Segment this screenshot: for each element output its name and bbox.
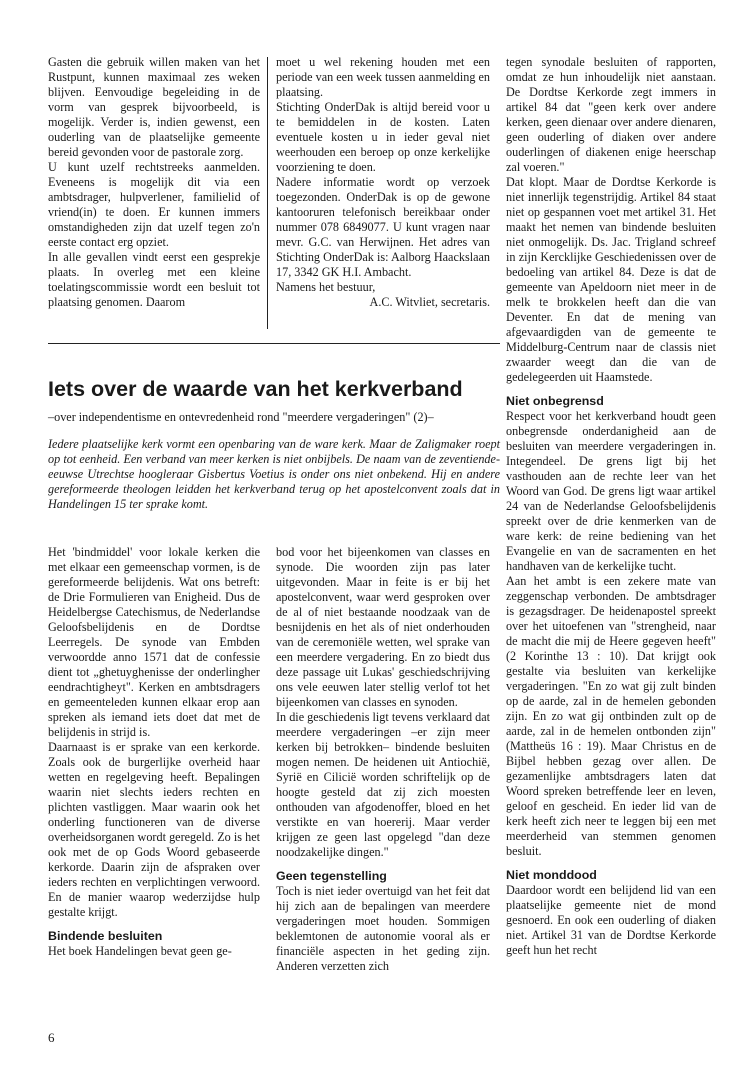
paragraph: tegen synodale besluiten of rapporten, omdat ze hun inhoudelijk niet aanstaan. De Dordtse Kerkorde zegt immers in artikel 84 dat "geen kerk over andere kerken, geen dienaar over andere dienaren, geen ouderling of diaken over andere ouderlingen of diakenen enige heerschap zal voeren." xyxy=(506,55,716,174)
heading-niet-onbegrensd: Niet onbegrensd xyxy=(506,394,604,408)
article-column-2 xyxy=(276,545,490,974)
paragraph: Aan het ambt is een zekere mate van zeggenschap verbonden. De ambtsdrager is gezagsdrager. De heidenapostel spreekt over het uitoefenen van "strengheid, naar de macht die mij de Heere gegeven heeft" (2 Korinthe 13 : 10). Dat krijgt ook gestalte via besluiten van kerkelijke vergaderingen. "En zo wat gij zult binden op de aarde, zal in de hemelen gebonden zijn. En zo wat gij ontbinden zult op de aarde, zal in de hemelen ontbonden zijn" (Mattheüs 16 : 19). Maar Christus en de Bijbel hebben gezag over allen. De gezamenlijke ambtsdragers laten dat Woord spreken betreffende leer en leven, geloof en gescheid. En ieder lid van de kerk heeft zich neer te leggen bij een met meerderheid van stemmen genomen besluit. xyxy=(506,574,716,858)
article-intro xyxy=(48,437,500,512)
paragraph: Het boek Handelingen bevat geen ge- xyxy=(48,944,232,958)
signature: A.C. Witvliet, secretaris. xyxy=(369,295,490,309)
intro-text: Iedere plaatselijke kerk vormt een openbaring van de ware kerk. Maar de Zaligmaker roept op tot eenheid. Een verband van meer kerken is niet onbijbels. De naam van de zeventiende-eeuwse Utrechtse hoogleraar Gisbertus Voetius is onder ons niet onbekend. Hij en andere gereformeerde theologen leidden het kerkverband terug op het apostelconvent zoals dat in Handelingen 15 ter sprake komt. xyxy=(48,437,500,511)
paragraph: Respect voor het kerkverband houdt geen onbegrensde onderdanigheid aan de besluiten van meerdere vergaderingen in. Integendeel. De grens ligt bij het vasthouden aan de rechte leer van het Woord van God. De grens ligt waar artikel 24 van de Nederlandse Geloofsbelijdenis spreekt over de drie kenmerken van de ware kerk: de reine bediening van het Evangelie en van de sacramenten en het handhaven van de kerkelijke tucht. xyxy=(506,409,716,573)
paragraph: moet u wel rekening houden met een periode van een week tussen aanmelding en plaatsing. xyxy=(276,55,490,99)
article-subtitle: –over independentisme en ontevredenheid rond "meerdere vergaderingen" (2)– xyxy=(48,410,434,424)
paragraph: Gasten die gebruik willen maken van het Rustpunt, kunnen maximaal zes weken blijven. Eenvoudige begeleiding in de vorm van gesprek bijvoorbeeld, is mogelijk. Verder is, indien gewenst, een ouderling van de plaatselijke gemeente bereid gevonden voor de pastorale zorg. xyxy=(48,55,260,159)
article-column-1 xyxy=(48,545,260,959)
article-title: Iets over de waarde van het kerkverband xyxy=(48,377,463,401)
paragraph: Daarnaast is er sprake van een kerkorde. Zoals ook de burgerlijke overheid haar wetten en regelgeving heeft. Bepalingen waarin niet slechts ieders rechten en plichten vastliggen. Maar waarin ook het onderling functioneren van de diverse overheidsorganen wordt geregeld. Zo is het ook met de op Gods Woord gebaseerde kerkorde. Daarin zijn de afspraken over ieders rechten en verplichtingen verwoord. En de manier waarop wederzijdse hulp gestalte krijgt. xyxy=(48,740,260,919)
section-rule xyxy=(48,343,500,344)
column-divider xyxy=(267,57,268,329)
paragraph: In die geschiedenis ligt tevens verklaard dat meerdere vergaderingen –er zijn meer kerken bij betrokken– bindende besluiten mogen nemen. De heidenen uit Antiochië, Syrië en Cilicië worden schriftelijk op de hoogte gesteld dat zij zich moesten onthouden van afgodenoffer, bloed en het verstikte en van hoererij. Maar verder krijgen ze geen last opgelegd "dan deze noodzakelijke dingen." xyxy=(276,710,490,859)
heading-geen-tegenstelling: Geen tegenstelling xyxy=(276,869,387,883)
paragraph: Daardoor wordt een belijdend lid van een plaatselijke gemeente niet de mond gesnoerd. En ook een ouderling of diaken niet. Artikel 31 van de Dordtse Kerkorde geeft hun het recht xyxy=(506,883,716,957)
paragraph: Dat klopt. Maar de Dordtse Kerkorde is niet innerlijk tegenstrijdig. Artikel 84 staat niet op gespannen voet met artikel 31. Het maakt het nemen van bindende besluiten niet onmogelijk. Ds. Jac. Trigland schreef in zijn Kercklijke Geschiedenissen over de bedoeling van artikel 84. Deze is dat de gemeente van Apeldoorn niet meer in de melk te brokkelen heeft dan die van Deventer. En dat de mening van afgevaardigden van de gemeente te Middelburg-Centrum naar de classis niet zwaarder weegt dan die van de gedelegeerden uit Haamstede. xyxy=(506,175,716,384)
paragraph: Namens het bestuur, xyxy=(276,280,376,294)
heading-niet-monddood: Niet monddood xyxy=(506,868,597,882)
paragraph: Toch is niet ieder overtuigd van het feit dat hij zich aan de bepalingen van meerdere vergaderingen moet houden. Sommigen beklemtonen de autonomie vooral als er financiële aspecten in het geding zijn. Anderen verzetten zich xyxy=(276,884,490,973)
paragraph: Nadere informatie wordt op verzoek toegezonden. OnderDak is op de gewone kantooruren telefonisch bereikbaar onder nummer 078 6849077. U kunt vragen naar mevr. G.C. van Herwijnen. Het adres van Stichting OnderDak is: Aalborg Haackslaan 17, 3342 GK H.I. Ambacht. xyxy=(276,175,490,279)
top-column-2 xyxy=(276,55,490,310)
article-column-3 xyxy=(506,55,716,958)
paragraph: Stichting OnderDak is altijd bereid voor u te bemiddelen in de kosten. Laten eventuele kosten u in ieder geval niet weerhouden een beroep op onze kerkelijke voorziening te doen. xyxy=(276,100,490,174)
paragraph: In alle gevallen vindt eerst een gesprekje plaats. In overleg met een kleine toelatingscommissie wordt een besluit tot plaatsing genomen. Daarom xyxy=(48,250,260,309)
paragraph: U kunt uzelf rechtstreeks aanmelden. Eveneens is mogelijk dit via een ambtsdrager, hulpverlener, familielid of vriend(in) te doen. Er kunnen immers omstandigheden zijn dat uzelf tegen zo'n eerste contact erg opziet. xyxy=(48,160,260,249)
paragraph: bod voor het bijeenkomen van classes en synode. Die woorden zijn pas later uitgevonden. Maar in feite is er bij het apostelconvent, waar werd gesproken over de al of niet bestaande noodzaak van de besnijdenis en het als of niet onderhouden van de ceremoniële wetten, wel sprake van een meerdere vergadering. En zo biedt dus deze passage uit Lukas' geschiedschrijving ons vele eeuwen later stellig verlof tot het bijeenkomen van classes en synoden. xyxy=(276,545,490,709)
heading-bindende-besluiten: Bindende besluiten xyxy=(48,929,163,943)
page-number: 6 xyxy=(48,1030,55,1045)
paragraph: Het 'bindmiddel' voor lokale kerken die met elkaar een gemeenschap vormen, is de gereformeerde belijdenis. Wat ons betreft: de Drie Formulieren van Enigheid. Dus de Heidelbergse Catechismus, de Nederlandse Geloofsbelijdenis en de Dordtse Leerregels. De synode van Embden verwoordde anno 1571 dat de confessie dient tot „ghetuyghenisse der onderlingher eendrachtigheyt". Kerken en ambtsdragers en gemeenteleden kunnen elkaar erop aan spreken als iemand iets doet dat met de belijdenis in strijd is. xyxy=(48,545,260,739)
top-column-1 xyxy=(48,55,260,310)
